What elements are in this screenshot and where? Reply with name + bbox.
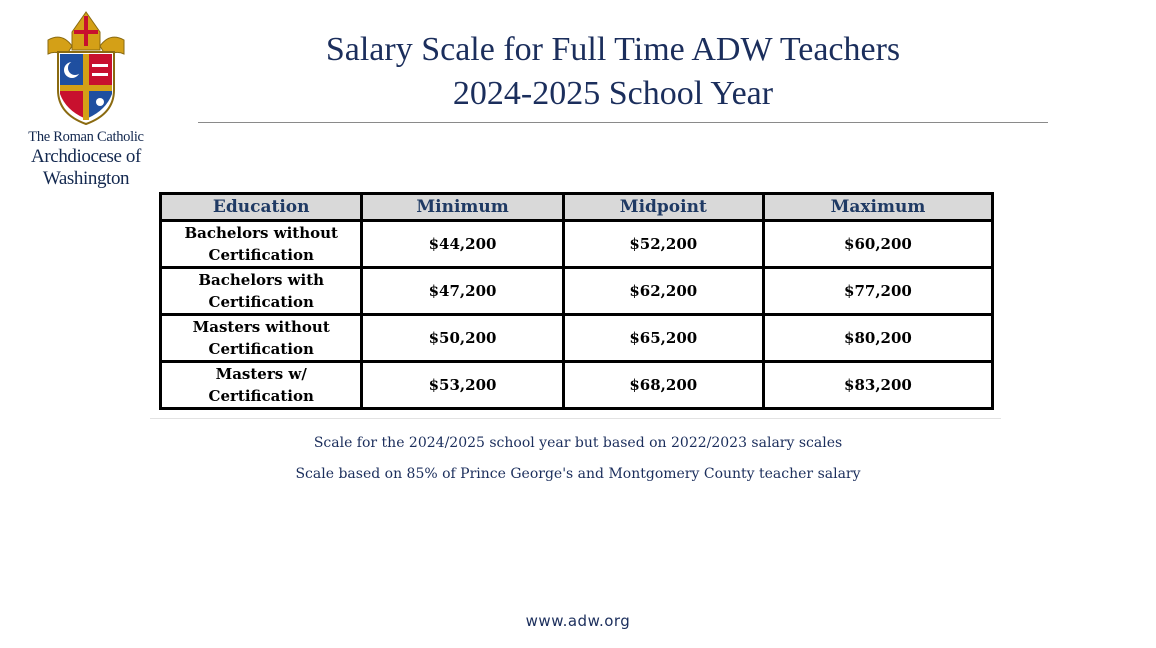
education-line-1: Masters w/ (215, 365, 307, 383)
education-cell (161, 268, 362, 315)
logo-line-archdiocese: Archdiocese of (31, 146, 141, 167)
header-minimum: Minimum (362, 194, 563, 221)
page-title (160, 28, 1066, 116)
coat-of-arms-icon (42, 10, 130, 128)
table-header-row (161, 194, 993, 221)
education-cell (161, 362, 362, 409)
title-line-2: 2024-2025 School Year (452, 75, 774, 112)
title-line-1: Salary Scale for Full Time ADW Teachers (325, 31, 901, 68)
education-line-2: Certification (208, 387, 314, 405)
footer-url[interactable]: www.adw.org (525, 612, 631, 630)
note-county-percentage: Scale based on 85% of Prince George's and Montgomery County teacher salary (295, 466, 861, 482)
table-row (161, 315, 993, 362)
maximum-cell: $80,200 (763, 315, 992, 362)
logo-line-washington: Washington (42, 168, 130, 189)
midpoint-cell: $52,200 (563, 221, 763, 268)
minimum-cell: $44,200 (362, 221, 563, 268)
table-row (161, 362, 993, 409)
minimum-cell: $47,200 (362, 268, 563, 315)
title-divider (198, 122, 1048, 123)
maximum-cell: $60,200 (763, 221, 992, 268)
note-scale-basis: Scale for the 2024/2025 school year but based on 2022/2023 salary scales (313, 435, 843, 451)
education-cell (161, 221, 362, 268)
minimum-cell: $53,200 (362, 362, 563, 409)
table-divider (150, 418, 1001, 419)
salary-table (159, 192, 994, 410)
midpoint-cell: $65,200 (563, 315, 763, 362)
table-row (161, 221, 993, 268)
education-line-1: Masters without (192, 318, 330, 336)
archdiocese-logo (22, 10, 150, 190)
education-line-2: Certification (208, 340, 314, 358)
minimum-cell: $50,200 (362, 315, 563, 362)
maximum-cell: $83,200 (763, 362, 992, 409)
maximum-cell: $77,200 (763, 268, 992, 315)
header-education: Education (161, 194, 362, 221)
midpoint-cell: $62,200 (563, 268, 763, 315)
header-midpoint: Midpoint (563, 194, 763, 221)
table-row (161, 268, 993, 315)
education-cell (161, 315, 362, 362)
education-line-1: Bachelors without (184, 224, 338, 242)
education-line-1: Bachelors with (198, 271, 325, 289)
midpoint-cell: $68,200 (563, 362, 763, 409)
education-line-2: Certification (208, 293, 314, 311)
education-line-2: Certification (208, 246, 314, 264)
logo-line-roman-catholic: The Roman Catholic (28, 129, 144, 145)
header-maximum: Maximum (763, 194, 992, 221)
